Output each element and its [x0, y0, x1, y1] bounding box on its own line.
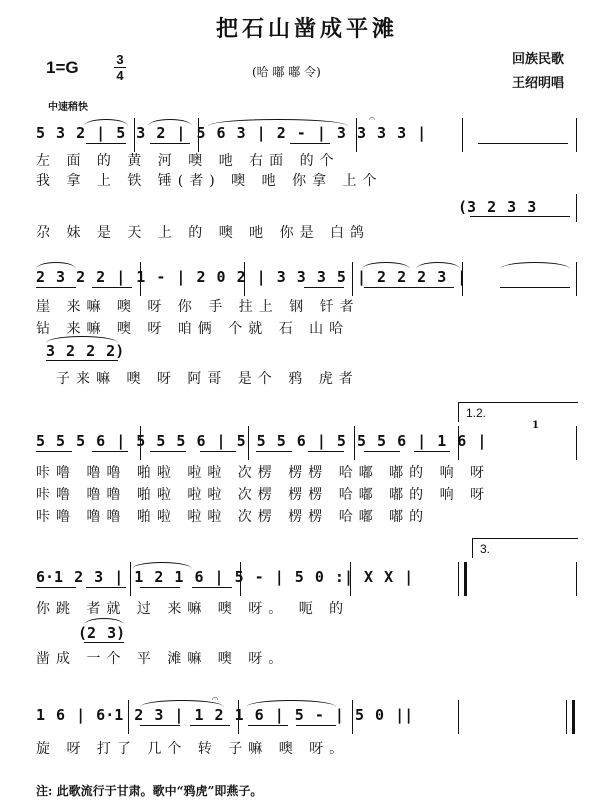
- singer-label: 王绍明唱: [512, 76, 565, 91]
- volta-1-2: 1.2.: [466, 406, 487, 420]
- origin-label: 回族民歌: [512, 52, 565, 67]
- system2-lyric1: 崖 来嘛 噢 呀 你 手 拄上 钢 钎者: [36, 299, 360, 315]
- system2-notes: 2 3 2 2 | 1 - | 2 0 2 | 3 3 3 5 | 2 2 2 3 |: [36, 268, 467, 286]
- system3-notes: 5 5 5 6 | 5 5 5 6 | 5 5 5 6 | 5 5 5 6 | 1 6 |: [36, 432, 487, 450]
- system2-sub-notes: 3 2 2 2): [46, 342, 125, 360]
- system5-notes: 1 6 | 6·1 2 3 | 1 2 1 6 | 5 - | 5 0 ||: [36, 706, 414, 724]
- system1-lyric2: 我 拿 上 铁 锤(者) 噢 吔 你拿 上个: [36, 173, 383, 189]
- system1-sub-notes: (3 2 3 3: [458, 198, 537, 216]
- system4-notes: 6·1 2 3 | 1 2 1 6 | 5 - | 5 0 :| X X |: [36, 568, 414, 586]
- time-signature-top: 3: [116, 52, 124, 67]
- system5-lyric1: 旋 呀 打了 几个 转 子嘛 噢 呀。: [36, 741, 350, 757]
- tempo-marking: 中速稍快: [48, 102, 88, 113]
- system3-lyric1: 咔噜 噜噜 啪啦 啦啦 次楞 楞楞 哈嘟 嘟的 响 呀: [36, 465, 491, 481]
- system1-notes: 5 3 2 | 5 3 2 | 5 6 3 | 2 - | 3 3 3 3 |: [36, 124, 427, 142]
- system4-lyric1: 你跳 者就 过 来嘛 噢 呀。 呃 的: [36, 601, 350, 617]
- subtitle: (哈 嘟 嘟 令): [252, 65, 321, 79]
- system2-lyric2: 钻 来嘛 噢 呀 咱俩 个就 石 山哈: [36, 321, 350, 337]
- footnote: 注: 此歌流行于甘肃。歌中“鸦虎”即燕子。: [36, 784, 263, 798]
- song-title: 把石山凿成平滩: [216, 16, 399, 42]
- system1-lyric3: 尕 妹 是 天 上 的 噢 吔 你是 白鸽: [36, 225, 371, 241]
- system4-sub-notes: (2 3): [78, 624, 126, 642]
- fermata-icon: 𝄐: [369, 112, 376, 125]
- system3-lyric3: 咔噜 噜噜 啪啦 啦啦 次楞 楞楞 哈嘟 嘟的: [36, 509, 430, 525]
- volta-3: 3.: [480, 542, 491, 556]
- key-signature: 1=G: [46, 58, 79, 77]
- fermata-icon-2: 𝄐: [212, 692, 219, 705]
- system2-lyric3: 子来嘛 噢 呀 阿哥 是个 鸦 虎者: [56, 371, 359, 387]
- system4-lyric2: 凿成 一个 平 滩嘛 噢 呀。: [36, 651, 289, 667]
- time-signature: [114, 53, 126, 82]
- system3-lyric2: 咔噜 噜噜 啪啦 啦啦 次楞 楞楞 哈嘟 嘟的 响 呀: [36, 487, 491, 503]
- time-signature-bottom: 4: [116, 68, 124, 83]
- grace-note: 1: [532, 420, 539, 431]
- system1-lyric1: 左 面 的 黄 河 噢 吔 右面 的个: [36, 153, 340, 169]
